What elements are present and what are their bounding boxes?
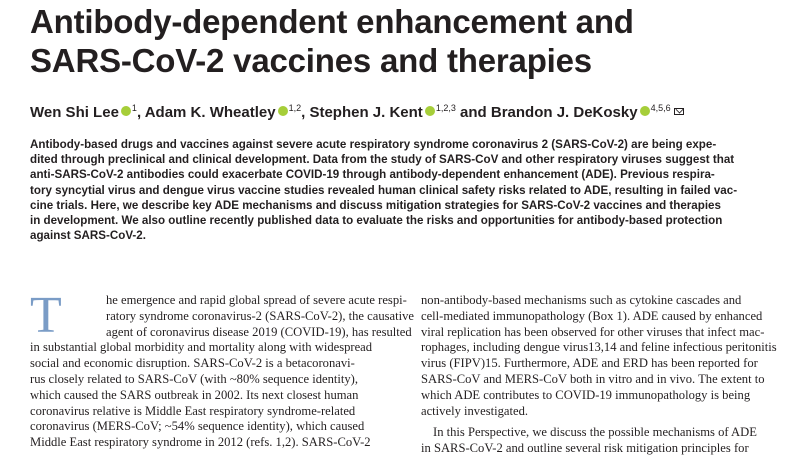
body-line: actively investigated.	[421, 403, 529, 418]
body-line: in substantial global morbidity and mortality along with widespread	[30, 340, 373, 355]
author	[145, 104, 310, 121]
author-separator: ,	[301, 104, 310, 121]
body-line: he emergence and rapid global spread of severe acute respi-	[106, 293, 407, 307]
abstract-line: cine trials. Here, we describe key ADE mechanisms and discuss mitigation strategies for SARS-CoV-2 vaccines and therapies	[30, 198, 721, 212]
affiliation-marker: 1	[131, 103, 137, 113]
body-line: In this Perspective, we discuss the possible mechanisms of ADE	[433, 425, 757, 440]
body-line: in SARS-CoV-2 and outline several risk mitigation principles for	[421, 441, 749, 456]
orcid-icon[interactable]	[425, 106, 435, 116]
author-name[interactable]: Adam K. Wheatley	[144, 104, 276, 121]
author-separator: ,	[136, 104, 145, 121]
body-line: Middle East respiratory syndrome in 2012 (refs. 1,2). SARS-CoV-2	[30, 435, 371, 450]
body-line: which ADE contributes to COVID-19 immunopathology is being	[421, 387, 751, 402]
body-line: which caused the SARS outbreak in 2002. Its next closest human	[30, 387, 359, 402]
affiliation-marker: 1,2,3	[435, 103, 456, 113]
email-icon[interactable]	[674, 108, 684, 115]
body-line: social and economic disruption. SARS-CoV-2 is a betacoronavi-	[30, 356, 355, 371]
drop-cap: T	[30, 287, 62, 344]
abstract-line: in development. We also outline recently published data to evaluate the risks and opportunities for antibody-based protection	[30, 214, 723, 228]
body-line: rophages, including dengue virus13,14 and feline infectious peritonitis	[421, 340, 777, 355]
body-line: coronavirus (MERS-CoV; ~54% sequence identity), which caused	[30, 419, 365, 434]
abstract	[30, 137, 790, 243]
author-name[interactable]: Wen Shi Lee	[30, 104, 119, 121]
orcid-icon[interactable]	[278, 106, 288, 116]
abstract-line: tory syncytial virus and dengue virus vaccine studies revealed human clinical safety risks related to ADE, resulting in failed vac-	[30, 183, 738, 197]
author-separator: and	[455, 104, 491, 121]
orcid-icon[interactable]	[121, 106, 131, 116]
article-title	[30, 2, 790, 80]
body-line: agent of coronavirus disease 2019 (COVID-19), has resulted	[106, 324, 412, 339]
title-line: Antibody-dependent enhancement and	[30, 3, 634, 40]
body-line: non-antibody-based mechanisms such as cytokine cascades and	[421, 293, 742, 307]
abstract-line: Antibody-based drugs and vaccines against severe acute respiratory syndrome coronavirus 2 (SARS-CoV-2) are being expe-	[30, 138, 717, 151]
body-line: cell-mediated immunopathology (Box 1). ADE caused by enhanced	[421, 308, 763, 323]
body-line: viral replication has been observed for other viruses that infect mac-	[421, 324, 765, 339]
body-line: ratory syndrome coronavirus-2 (SARS-CoV-2), the causative	[106, 308, 415, 323]
affiliation-marker: 1,2	[288, 103, 302, 113]
title-line: SARS-CoV-2 vaccines and therapies	[30, 42, 592, 79]
body-line: SARS-CoV and MERS-CoV both in vitro and in vivo. The extent to	[421, 371, 765, 386]
body-column-right	[421, 293, 793, 457]
body-line: coronavirus relative is Middle East respiratory syndrome-related	[30, 403, 356, 418]
author	[309, 104, 490, 121]
author-name[interactable]: Stephen J. Kent	[309, 104, 423, 121]
affiliation-marker: 4,5,6	[650, 103, 671, 113]
author-name[interactable]: Brandon J. DeKosky	[490, 104, 638, 121]
body-column-left	[30, 287, 415, 451]
author	[491, 104, 684, 121]
body-line: virus (FIPV)15. Furthermore, ADE and ERD has been reported for	[421, 356, 758, 371]
abstract-line: against SARS-CoV-2.	[30, 229, 146, 243]
body-line: rus closely related to SARS-CoV (with ~80% sequence identity),	[30, 371, 359, 386]
abstract-line: anti-SARS-CoV-2 antibodies could exacerbate COVID-19 through antibody-dependent enhancement (ADE). Previous respira-	[30, 168, 715, 182]
abstract-line: dited through preclinical and clinical development. Data from the study of SARS-CoV and other respiratory viruses suggest that	[30, 153, 735, 167]
author	[30, 104, 145, 121]
orcid-icon[interactable]	[640, 106, 650, 116]
author-list	[30, 98, 790, 123]
